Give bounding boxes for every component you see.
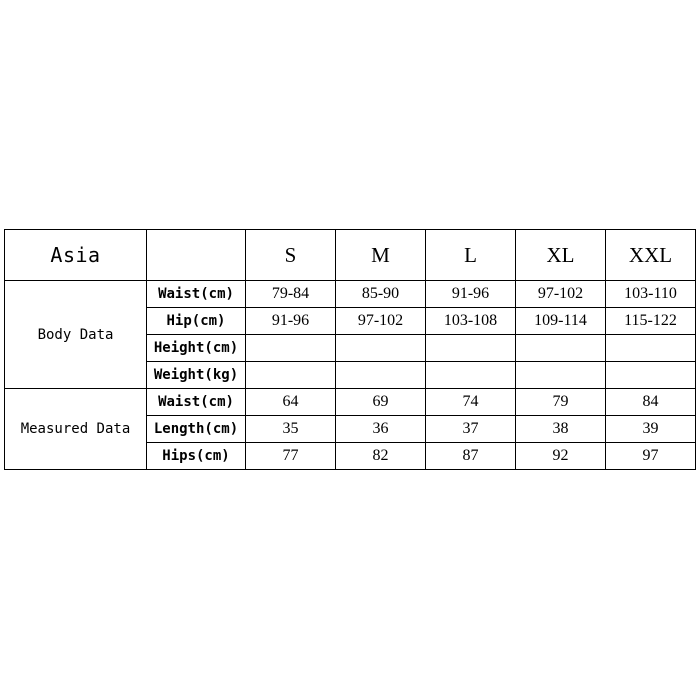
table-row (5, 389, 696, 416)
table-cell: 74 (426, 389, 516, 416)
table-cell: 97-102 (336, 308, 426, 335)
table-cell: 91-96 (426, 281, 516, 308)
table-cell: 92 (516, 443, 606, 470)
table-cell: 69 (336, 389, 426, 416)
table-cell: 36 (336, 416, 426, 443)
row-label: Weight(kg) (147, 362, 246, 389)
table-cell: 84 (606, 389, 696, 416)
table-cell (336, 335, 426, 362)
table-row (5, 281, 696, 308)
table-cell: 64 (246, 389, 336, 416)
size-header-xxl: XXL (606, 230, 696, 281)
table-cell: 85-90 (336, 281, 426, 308)
region-header: Asia (5, 230, 147, 281)
table-cell: 79-84 (246, 281, 336, 308)
table-cell (336, 362, 426, 389)
table-cell: 103-108 (426, 308, 516, 335)
table-cell (426, 335, 516, 362)
table-cell (606, 362, 696, 389)
table-cell: 35 (246, 416, 336, 443)
empty-header-cell (147, 230, 246, 281)
table-cell: 77 (246, 443, 336, 470)
table-cell: 82 (336, 443, 426, 470)
table-cell: 38 (516, 416, 606, 443)
table-cell: 103-110 (606, 281, 696, 308)
size-chart-table (4, 229, 696, 470)
table-cell: 91-96 (246, 308, 336, 335)
table-cell (426, 362, 516, 389)
table-cell: 97-102 (516, 281, 606, 308)
table-cell: 39 (606, 416, 696, 443)
table-cell: 37 (426, 416, 516, 443)
size-header-xl: XL (516, 230, 606, 281)
row-label: Height(cm) (147, 335, 246, 362)
group-label-body-data: Body Data (5, 281, 147, 389)
size-header-l: L (426, 230, 516, 281)
table-cell (246, 362, 336, 389)
size-header-m: M (336, 230, 426, 281)
table-cell: 97 (606, 443, 696, 470)
size-header-s: S (246, 230, 336, 281)
table-cell: 109-114 (516, 308, 606, 335)
row-label: Waist(cm) (147, 281, 246, 308)
row-label: Hip(cm) (147, 308, 246, 335)
table-cell (246, 335, 336, 362)
row-label: Hips(cm) (147, 443, 246, 470)
table-cell (516, 335, 606, 362)
row-label: Length(cm) (147, 416, 246, 443)
table-cell: 87 (426, 443, 516, 470)
row-label: Waist(cm) (147, 389, 246, 416)
table-cell (516, 362, 606, 389)
table-cell: 79 (516, 389, 606, 416)
table-cell: 115-122 (606, 308, 696, 335)
table-cell (606, 335, 696, 362)
group-label-measured-data: Measured Data (5, 389, 147, 470)
header-row (5, 230, 696, 281)
